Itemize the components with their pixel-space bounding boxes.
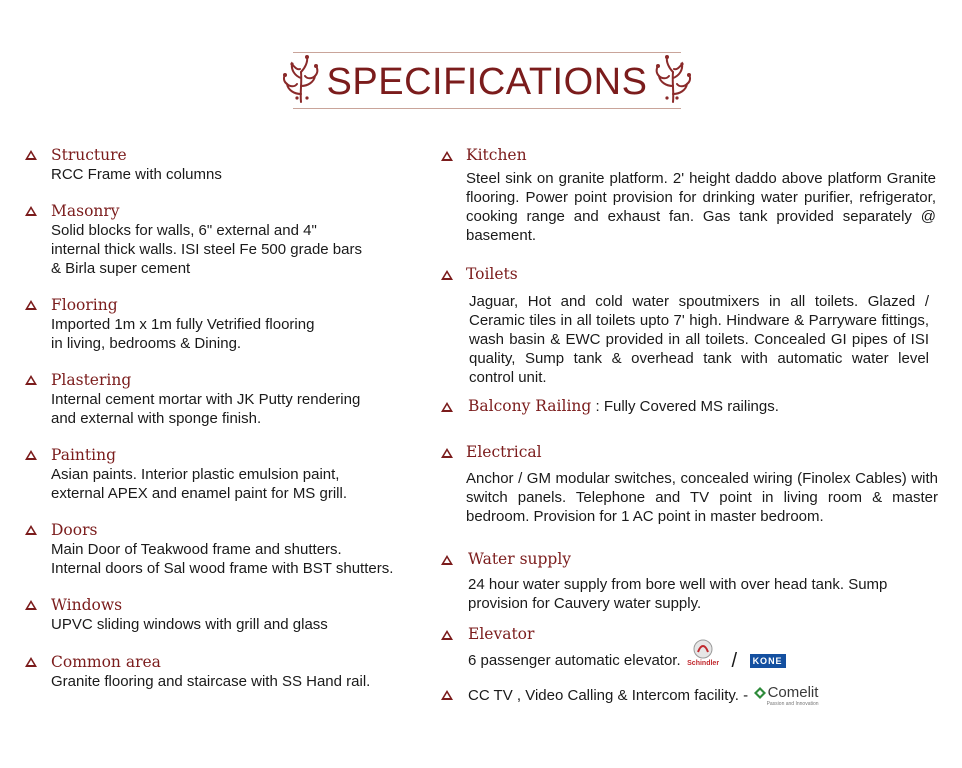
schindler-logo: Schindler xyxy=(685,646,721,676)
spec-plastering xyxy=(24,370,434,428)
triangle-bullet-icon xyxy=(440,688,454,702)
spec-heading: Kitchen xyxy=(466,146,527,164)
spec-heading: Painting xyxy=(51,446,117,464)
title-block xyxy=(280,48,694,110)
spec-text: Main Door of Teakwood frame and shutters. Internal doors of Sal wood frame with BST shutters. xyxy=(51,541,394,577)
spec-masonry xyxy=(24,201,434,278)
spec-text: Asian paints. Interior plastic emulsion paint, external APEX and enamel paint for MS grill. xyxy=(51,466,347,502)
spec-text: RCC Frame with columns xyxy=(51,166,222,183)
spec-text: Internal cement mortar with JK Putty rendering and external with sponge finish. xyxy=(51,391,361,427)
spec-heading: Balcony Railing xyxy=(468,397,592,415)
triangle-bullet-icon xyxy=(440,268,454,282)
spec-heading: Electrical xyxy=(466,443,542,461)
spec-electrical xyxy=(440,442,936,526)
triangle-bullet-icon xyxy=(24,448,38,462)
triangle-bullet-icon xyxy=(24,373,38,387)
spec-structure xyxy=(24,145,434,184)
title-top-rule xyxy=(293,52,681,53)
spec-heading: Doors xyxy=(51,521,98,539)
spec-kitchen xyxy=(440,145,936,245)
triangle-bullet-icon xyxy=(440,446,454,460)
spec-toilets xyxy=(440,264,936,387)
triangle-bullet-icon xyxy=(440,149,454,163)
logo-separator: / xyxy=(731,649,738,672)
comelit-logo: Comelit Passion and Innovation xyxy=(753,684,841,708)
spec-heading: Structure xyxy=(51,146,127,164)
triangle-bullet-icon xyxy=(440,400,454,414)
spec-text: Anchor / GM modular switches, concealed wiring (Finolex Cables) with switch panels. Telephone and TV point in living room & master bedroom. Provision for 1 AC point in master bedroom. xyxy=(466,470,938,525)
spec-cctv xyxy=(440,684,936,708)
page-title: SPECIFICATIONS xyxy=(326,61,648,103)
triangle-bullet-icon xyxy=(24,148,38,162)
spec-elevator xyxy=(440,624,936,678)
spec-text: Steel sink on granite platform. 2' height daddo above platform Granite flooring. Power point provision for drinking water purifier, refrigerator, cooking range and exhaust fan. Gas tank provided separately @ basement. xyxy=(466,170,936,244)
floral-ornament-icon xyxy=(652,54,694,104)
triangle-bullet-icon xyxy=(24,655,38,669)
spec-text: CC TV , Video Calling & Intercom facility. - xyxy=(468,687,749,705)
triangle-bullet-icon xyxy=(24,298,38,312)
spec-text: Fully Covered MS railings. xyxy=(603,398,779,415)
kone-logo: KONE xyxy=(750,654,786,668)
spec-heading: Plastering xyxy=(51,371,132,389)
spec-text: Imported 1m x 1m fully Vetrified flooring in living, bedrooms & Dining. xyxy=(51,316,315,352)
spec-heading: Windows xyxy=(51,596,123,614)
spec-text: Solid blocks for walls, 6" external and 4" internal thick walls. ISI steel Fe 500 grade bars & Birla super cement xyxy=(51,222,362,277)
spec-text: Granite flooring and staircase with SS Hand rail. xyxy=(51,673,371,690)
spec-balcony-railing xyxy=(440,396,936,416)
spec-separator: : xyxy=(591,398,604,415)
spec-text: 6 passenger automatic elevator. xyxy=(468,652,681,670)
spec-heading: Common area xyxy=(51,653,161,671)
spec-text: 24 hour water supply from bore well with over head tank. Sump provision for Cauvery water supply. xyxy=(468,576,888,612)
triangle-bullet-icon xyxy=(24,204,38,218)
spec-water-supply xyxy=(440,549,936,613)
spec-heading: Masonry xyxy=(51,202,120,220)
spec-heading: Toilets xyxy=(466,265,518,283)
spec-common-area xyxy=(24,652,434,691)
triangle-bullet-icon xyxy=(24,598,38,612)
spec-heading: Flooring xyxy=(51,296,118,314)
spec-heading: Elevator xyxy=(468,625,535,643)
triangle-bullet-icon xyxy=(24,523,38,537)
spec-heading: Water supply xyxy=(468,550,572,568)
spec-flooring xyxy=(24,295,434,353)
spec-text: Jaguar, Hot and cold water spoutmixers in all toilets. Glazed / Ceramic tiles in all toilets upto 7' high. Hindware & Parryware fittings, wash basin & EWC provided in all toilets. Concealed GI pipes of ISI quality, Sump tank & overhead tank with automatic water level control unit. xyxy=(469,293,929,386)
spec-text: UPVC sliding windows with grill and glass xyxy=(51,616,328,633)
spec-painting xyxy=(24,445,434,503)
title-bottom-rule xyxy=(293,108,681,109)
triangle-bullet-icon xyxy=(440,628,454,642)
spec-doors xyxy=(24,520,434,578)
spec-windows xyxy=(24,595,434,634)
triangle-bullet-icon xyxy=(440,553,454,567)
